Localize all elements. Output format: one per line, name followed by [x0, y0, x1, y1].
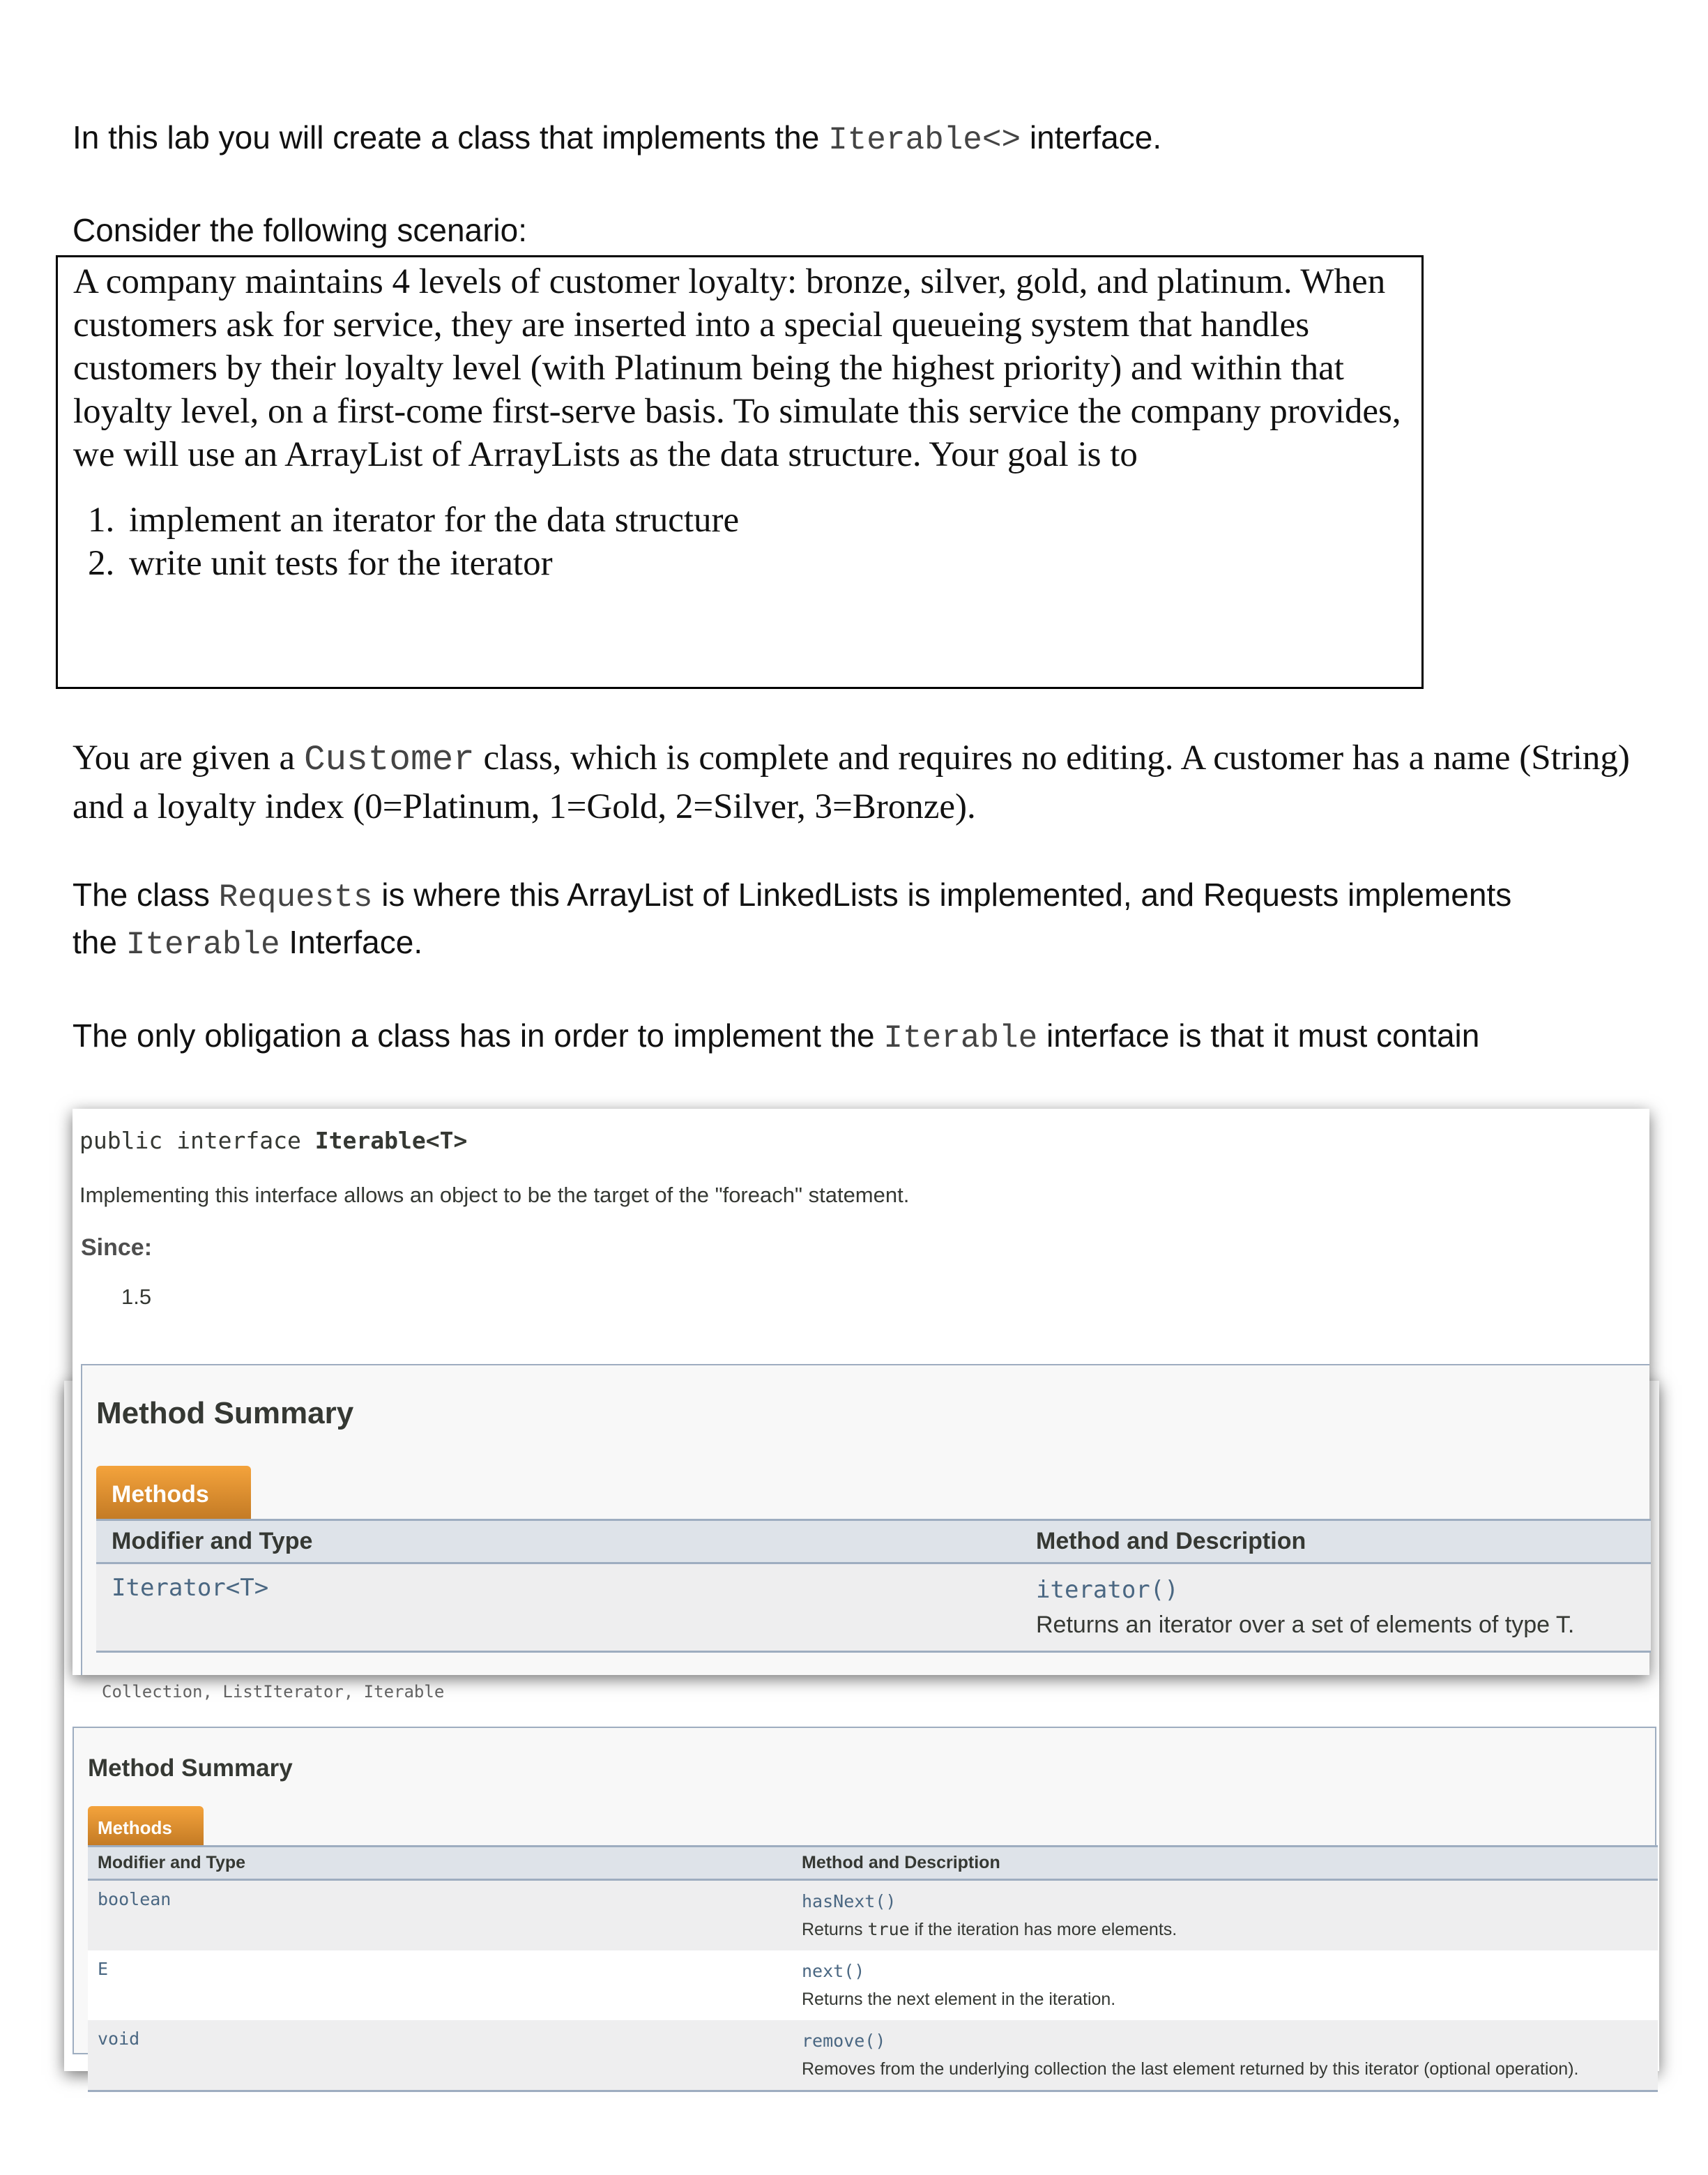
signature-name: Iterable<T>	[314, 1127, 468, 1154]
intro-code: Iterable<>	[828, 122, 1021, 158]
type-cell: boolean	[98, 1889, 171, 1909]
summary-title: Method Summary	[88, 1755, 293, 1782]
obligation-post: interface is that it must contain	[1037, 1017, 1480, 1054]
method-link[interactable]: iterator()	[1036, 1576, 1179, 1604]
col-modifier: Modifier and Type	[96, 1520, 1021, 1563]
obligation-text	[73, 1017, 1479, 1056]
method-table-wrap	[88, 1845, 1658, 2092]
requests-p3: the	[73, 924, 126, 960]
table-header	[88, 1847, 1658, 1880]
table-header	[96, 1520, 1651, 1563]
requests-line1	[73, 876, 1511, 916]
type-cell[interactable]: Iterator<T>	[112, 1574, 269, 1602]
methods-tab[interactable]: Methods	[88, 1806, 204, 1845]
method-desc	[802, 1916, 1648, 1943]
goals-list	[73, 499, 1406, 585]
see-also-links[interactable]: Collection, ListIterator, Iterable	[102, 1682, 445, 1702]
obligation-pre: The only obligation a class has in order to implement the	[73, 1017, 884, 1054]
method-desc: Returns the next element in the iteration.	[802, 1990, 1116, 2009]
method-link[interactable]: hasNext()	[802, 1891, 897, 1911]
method-table	[88, 1845, 1658, 2092]
method-link[interactable]: remove()	[802, 2031, 886, 2051]
intro-pre: In this lab you will create a class that implements the	[73, 119, 829, 156]
method-table-wrap	[96, 1519, 1651, 1653]
scenario-box	[56, 255, 1424, 689]
requests-p4: Interface.	[280, 924, 423, 960]
iterable-doc-screenshot	[73, 1109, 1649, 1675]
desc-code: true	[867, 1919, 910, 1939]
signature-pre: public interface	[79, 1127, 315, 1154]
requests-line2	[73, 923, 422, 963]
table-row	[88, 1950, 1658, 2020]
type-cell: E	[98, 1959, 109, 1979]
requests-code: Requests	[218, 879, 373, 916]
method-desc: Returns an iterator over a set of elements of type T.	[1036, 1612, 1575, 1638]
desc-post: if the iteration has more elements.	[909, 1920, 1177, 1939]
intro-post: interface.	[1021, 119, 1162, 156]
iterable-method-summary	[81, 1364, 1649, 1675]
col-method: Method and Description	[1021, 1520, 1651, 1563]
type-cell: void	[98, 2029, 140, 2049]
methods-tab[interactable]: Methods	[96, 1466, 251, 1519]
customer-paragraph	[73, 735, 1655, 830]
interface-signature	[79, 1127, 467, 1154]
desc-pre: Returns	[802, 1920, 868, 1939]
iterator-method-summary	[73, 1727, 1656, 2079]
col-modifier: Modifier and Type	[88, 1847, 792, 1880]
table-row	[88, 1880, 1658, 1951]
interface-description: Implementing this interface allows an object to be the target of the "foreach" statement.	[79, 1183, 910, 1207]
obligation-code: Iterable	[883, 1020, 1038, 1056]
requests-p2: is where this ArrayList of LinkedLists is implemented, and Requests implements	[372, 877, 1512, 913]
customer-pre: You are given a	[73, 738, 304, 778]
since-value: 1.5	[121, 1284, 152, 1309]
method-desc: Removes from the underlying collection the last element returned by this iterator (optional operation).	[802, 2059, 1579, 2079]
since-label: Since:	[81, 1234, 153, 1261]
method-table	[96, 1519, 1651, 1653]
table-row	[88, 2020, 1658, 2091]
method-link[interactable]: next()	[802, 1961, 865, 1981]
iterable-code: Iterable	[125, 927, 280, 963]
goal-item: 1. implement an iterator for the data structure	[123, 499, 1406, 542]
summary-title: Method Summary	[96, 1396, 354, 1430]
customer-post: class, which is complete and requires no editing. A customer has a name (String) and a loyalty index (0=Platinum, 1=Gold, 2=Silver, 3=Bronze).	[73, 738, 1630, 826]
goal-item: 2. write unit tests for the iterator	[123, 542, 1406, 585]
requests-p1: The class	[73, 877, 219, 913]
col-method: Method and Description	[792, 1847, 1658, 1880]
table-row	[96, 1563, 1651, 1652]
scenario-text: A company maintains 4 levels of customer loyalty: bronze, silver, gold, and platinum. When customers ask for service, they are inserted into a special queueing system that handles customers by their loyalty level (with Platinum being the highest priority) and within that loyalty level, on a first-come first-serve basis. To simulate this service the company provides, we will use an ArrayList of ArrayLists as the data structure. Your goal is to	[73, 262, 1401, 474]
intro-text	[73, 119, 1161, 158]
customer-code: Customer	[303, 741, 475, 780]
consider-heading: Consider the following scenario:	[73, 212, 528, 248]
